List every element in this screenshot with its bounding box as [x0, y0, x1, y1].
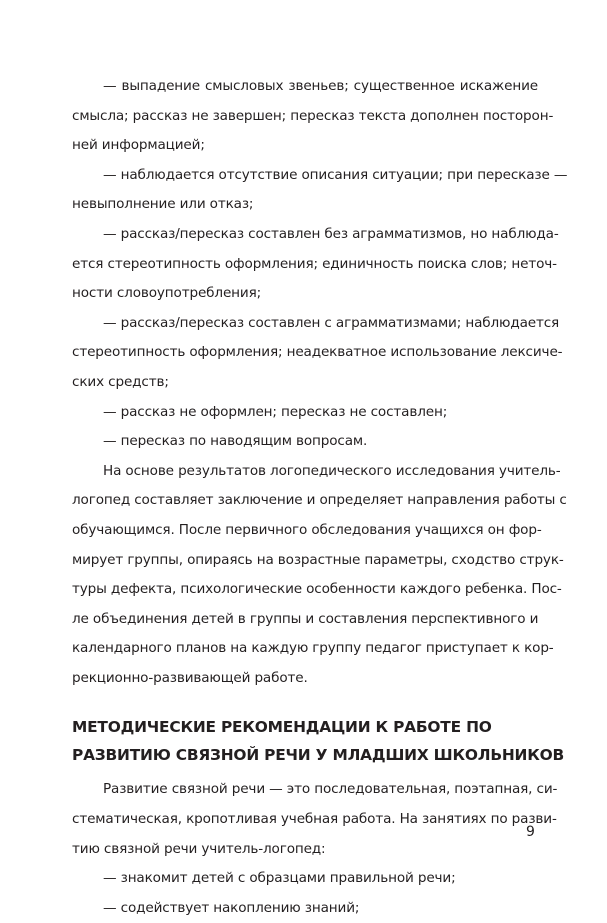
text-line: — знакомит детей с образцами правильной речи; [103, 870, 456, 887]
text-line: рекционно-развивающей работе. [72, 669, 308, 686]
text-line: — пересказ по наводящим вопросам. [103, 433, 368, 450]
text-line: — выпадение смысловых звеньев; существенное искажение [103, 78, 538, 94]
text-line: ности словоупотребления; [72, 285, 262, 302]
text-line: ется стереотипность оформления; единичность поиска слов; неточ- [72, 255, 557, 272]
text-line: — содействует накоплению знаний; [103, 899, 360, 916]
text-line: стематическая, кропотливая учебная работа. На занятиях по разви- [72, 811, 557, 828]
text-line: ней информацией; [72, 137, 205, 154]
text-line: ских средств; [72, 373, 169, 390]
body-text-block-2 [72, 775, 558, 923]
text-line: логопед составляет заключение и определяет направления работы с [72, 492, 567, 509]
text-line: — рассказ/пересказ составлен без аграмматизмов, но наблюда- [103, 225, 559, 242]
page-number: 9 [526, 824, 535, 840]
text-line: мирует группы, опираясь на возрастные параметры, сходство струк- [72, 551, 564, 568]
text-line: туры дефекта, психологические особенности каждого ребенка. Пос- [72, 581, 562, 598]
section-heading [72, 713, 565, 769]
text-line: — рассказ не оформлен; пересказ не составлен; [103, 403, 448, 420]
text-line: стереотипность оформления; неадекватное использование лексиче- [72, 344, 563, 361]
heading-line: РАЗВИТИЮ СВЯЗНОЙ РЕЧИ У МЛАДШИХ ШКОЛЬНИКОВ [72, 746, 565, 765]
body-text-block-1 [72, 72, 568, 693]
text-line: На основе результатов логопедического исследования учитель- [103, 462, 561, 479]
text-line: ле объединения детей в группы и составления перспективного и [72, 610, 539, 627]
text-line: тию связной речи учитель-логопед: [72, 840, 326, 857]
text-line: невыполнение или отказ; [72, 196, 254, 213]
text-line: Развитие связной речи — это последовательная, поэтапная, си- [103, 781, 558, 798]
text-line: — наблюдается отсутствие описания ситуации; при пересказе — [103, 166, 568, 183]
text-line: обучающимся. После первичного обследования учащихся он фор- [72, 521, 542, 538]
text-line: календарного планов на каждую группу педагог приступает к кор- [72, 640, 554, 657]
page-body [72, 72, 568, 923]
text-line: смысла; рассказ не завершен; пересказ текста дополнен посторон- [72, 107, 554, 124]
heading-line: МЕТОДИЧЕСКИЕ РЕКОМЕНДАЦИИ К РАБОТЕ ПО [72, 718, 492, 737]
text-line: — рассказ/пересказ составлен с аграмматизмами; наблюдается [103, 314, 560, 331]
